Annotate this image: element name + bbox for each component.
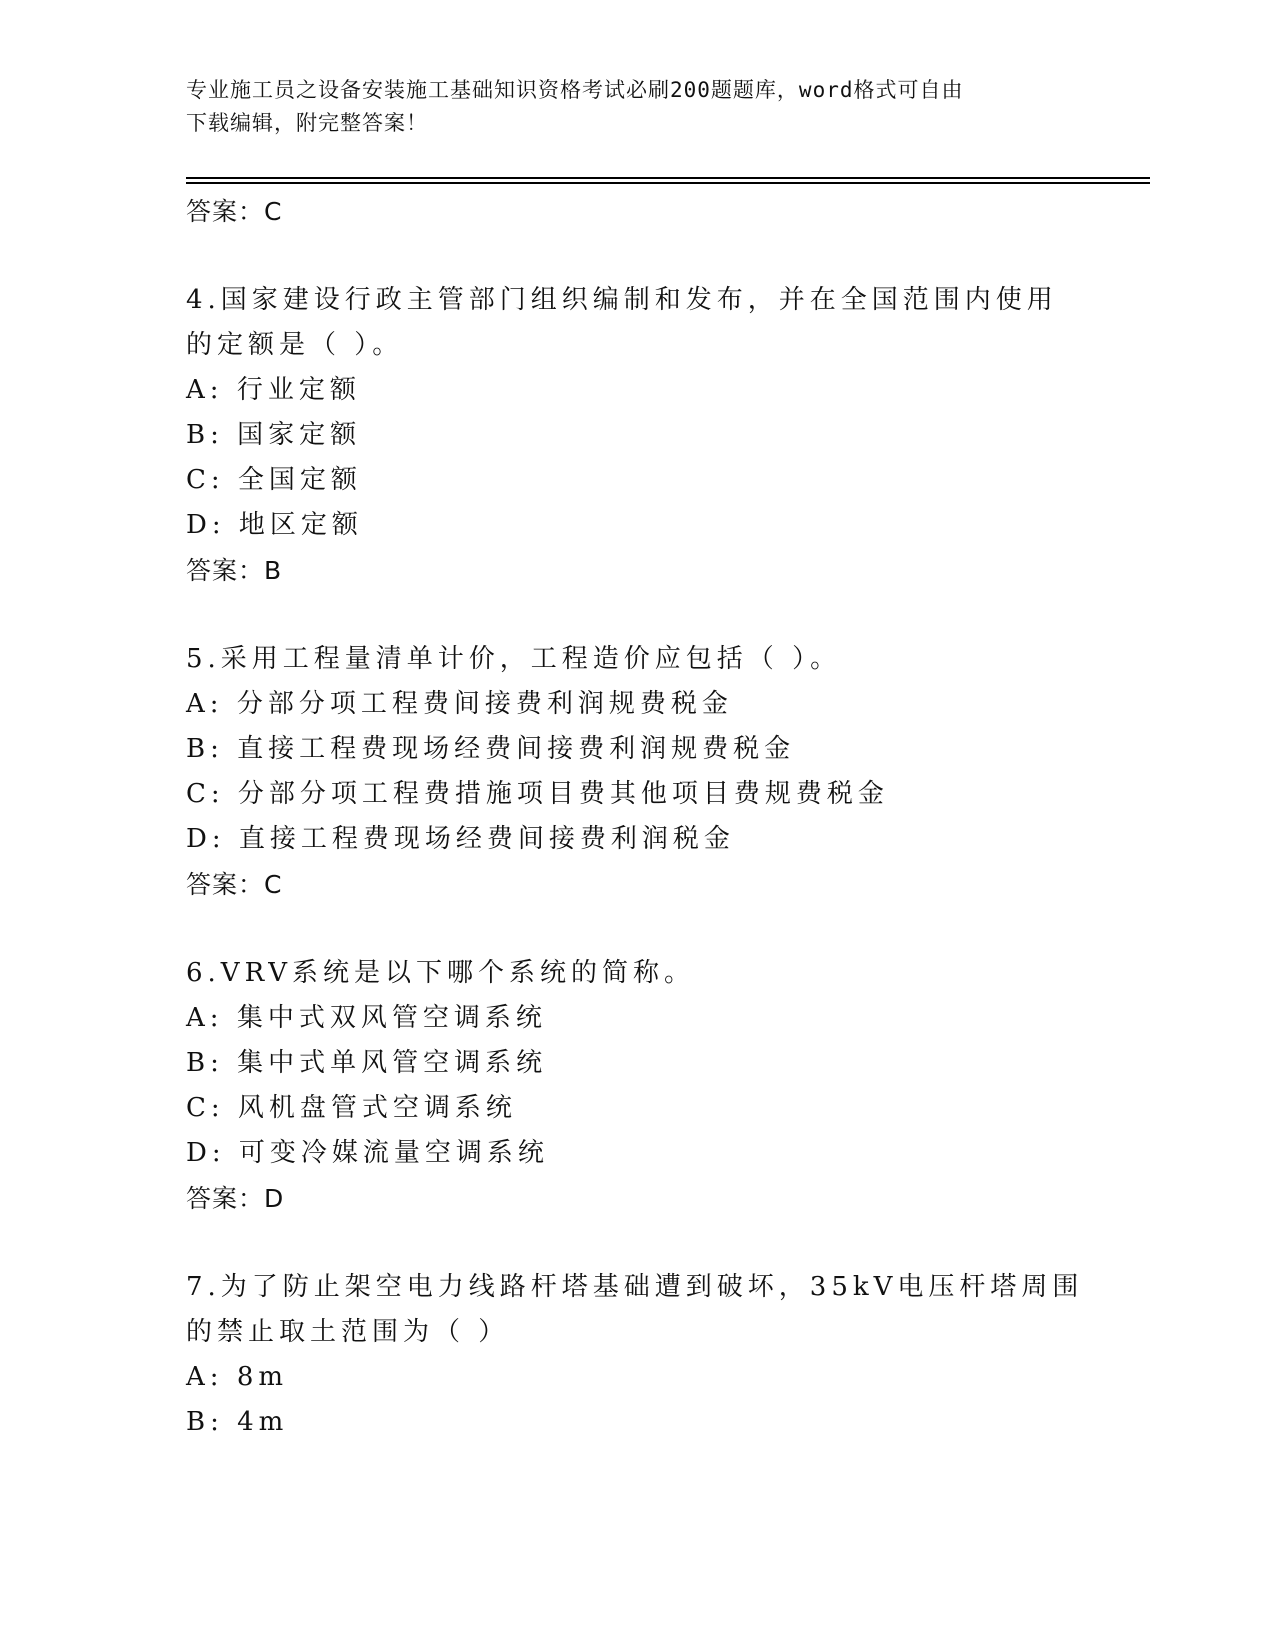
option-text: 分部分项工程费措施项目费其他项目费规费税金 bbox=[237, 779, 889, 809]
option-d bbox=[186, 503, 1086, 548]
answer-line: 答案：C bbox=[186, 197, 283, 226]
option-b bbox=[186, 413, 1086, 458]
option-b bbox=[186, 1400, 1086, 1445]
option-b bbox=[186, 1041, 1086, 1086]
option-key: D: bbox=[186, 510, 226, 540]
option-key: B: bbox=[186, 734, 224, 764]
option-a bbox=[186, 368, 1086, 413]
answer-line: 答案：C bbox=[186, 870, 283, 899]
option-text: 国家定额 bbox=[237, 420, 362, 450]
header-divider-top bbox=[186, 177, 1150, 179]
document-header bbox=[186, 74, 1066, 140]
question-item bbox=[186, 1265, 1086, 1445]
option-b bbox=[186, 727, 1086, 772]
header-title-line-2: 下载编辑，附完整答案！ bbox=[186, 111, 428, 135]
option-key: B: bbox=[186, 420, 224, 450]
option-text: 分部分项工程费间接费利润规费税金 bbox=[236, 689, 733, 719]
option-a bbox=[186, 1355, 1086, 1400]
answer-line: 答案：D bbox=[186, 1184, 285, 1213]
question-text: 7.为了防止架空电力线路杆塔基础遭到破坏，35kV电压杆塔周围的禁止取土范围为（ ） bbox=[186, 1272, 1084, 1347]
option-text: 行业定额 bbox=[236, 375, 361, 405]
option-key: A: bbox=[186, 375, 224, 405]
option-c bbox=[186, 1086, 1086, 1131]
question-text: 6.VRV系统是以下哪个系统的简称。 bbox=[186, 958, 696, 988]
option-key: A: bbox=[186, 1003, 224, 1033]
option-text: 集中式单风管空调系统 bbox=[237, 1048, 548, 1078]
question-item bbox=[186, 637, 1086, 907]
option-key: C: bbox=[186, 779, 225, 809]
option-text: 直接工程费现场经费间接费利润规费税金 bbox=[237, 734, 796, 764]
question-text: 5.采用工程量清单计价，工程造价应包括（ ）。 bbox=[186, 644, 842, 674]
option-a bbox=[186, 682, 1086, 727]
question-item bbox=[186, 278, 1086, 593]
option-key: A: bbox=[186, 689, 224, 719]
option-d bbox=[186, 1131, 1086, 1176]
option-text: 4m bbox=[237, 1407, 289, 1437]
option-text: 8m bbox=[236, 1362, 289, 1392]
option-key: C: bbox=[186, 1093, 225, 1123]
option-c bbox=[186, 458, 1086, 503]
option-d bbox=[186, 817, 1086, 862]
answer-line: 答案：B bbox=[186, 556, 283, 585]
option-a bbox=[186, 996, 1086, 1041]
option-c bbox=[186, 772, 1086, 817]
option-text: 风机盘管式空调系统 bbox=[237, 1093, 517, 1123]
option-text: 集中式双风管空调系统 bbox=[236, 1003, 547, 1033]
option-key: D: bbox=[186, 824, 226, 854]
option-key: A: bbox=[186, 1362, 224, 1392]
header-divider-bottom bbox=[186, 182, 1150, 184]
option-text: 可变冷媒流量空调系统 bbox=[238, 1138, 549, 1168]
option-text: 地区定额 bbox=[238, 510, 363, 540]
option-key: B: bbox=[186, 1048, 224, 1078]
question-list bbox=[186, 189, 1086, 1445]
question-text: 4.国家建设行政主管部门组织编制和发布，并在全国范围内使用的定额是（ ）。 bbox=[186, 285, 1058, 360]
option-key: D: bbox=[186, 1138, 226, 1168]
question-item bbox=[186, 951, 1086, 1221]
header-title-line-1: 专业施工员之设备安装施工基础知识资格考试必刷200题题库，word格式可自由 bbox=[186, 78, 964, 102]
option-key: B: bbox=[186, 1407, 224, 1437]
option-text: 全国定额 bbox=[237, 465, 362, 495]
option-text: 直接工程费现场经费间接费利润税金 bbox=[238, 824, 735, 854]
option-key: C: bbox=[186, 465, 225, 495]
